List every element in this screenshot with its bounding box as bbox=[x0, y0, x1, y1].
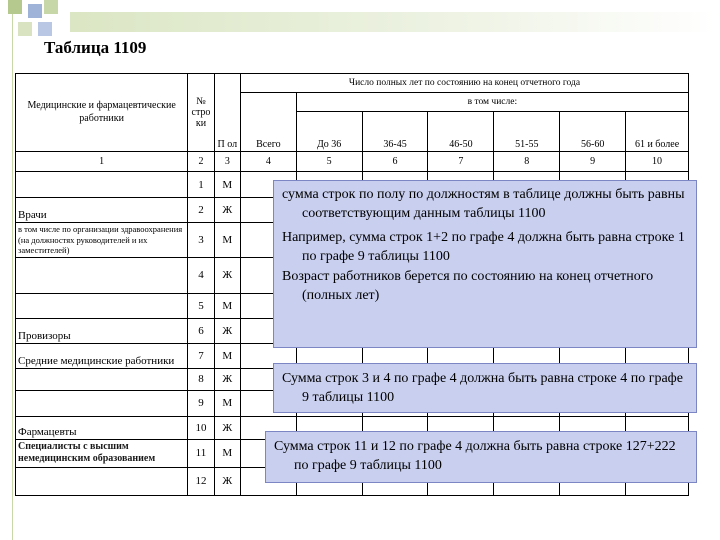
note-box-2 bbox=[273, 363, 697, 413]
header-column-number: 5 bbox=[296, 152, 362, 172]
header-column-number: 6 bbox=[362, 152, 428, 172]
row-sex: М bbox=[214, 343, 240, 368]
row-sex: М bbox=[214, 390, 240, 416]
note1-line-2: Например, сумма строк 1+2 по графе 4 должна быть равна строке 1 по графе 9 таблицы 1100 bbox=[282, 230, 685, 264]
header-age-col: 61 и более bbox=[626, 112, 689, 152]
note1-line-1: сумма строк по полу по должностям в таблице должны быть равны соответствующим данным таблицы 1100 bbox=[282, 187, 685, 221]
row-number: 9 bbox=[188, 390, 214, 416]
decorative-vertical-line bbox=[12, 0, 13, 540]
header-including: в том числе: bbox=[296, 93, 688, 112]
row-number: 10 bbox=[188, 416, 214, 439]
header-age-col: 46-50 bbox=[428, 112, 494, 152]
row-sex: М bbox=[214, 172, 240, 198]
header-column-number: 2 bbox=[188, 152, 214, 172]
row-number: 7 bbox=[188, 343, 214, 368]
row-sex: Ж bbox=[214, 368, 240, 390]
row-number: 5 bbox=[188, 293, 214, 318]
row-number: 8 bbox=[188, 368, 214, 390]
row-number: 4 bbox=[188, 257, 214, 293]
row-sex: Ж bbox=[214, 257, 240, 293]
row-sex: Ж bbox=[214, 198, 240, 223]
header-age-col: 51-55 bbox=[494, 112, 560, 152]
row-category: в том числе по организации здравоохранения (на должностях руководителей и их заместителей) bbox=[16, 223, 188, 258]
row-number: 3 bbox=[188, 223, 214, 258]
header-age-col: 36-45 bbox=[362, 112, 428, 152]
header-column-number: 3 bbox=[214, 152, 240, 172]
row-sex: М bbox=[214, 223, 240, 258]
decorative-square bbox=[38, 22, 52, 36]
row-number: 12 bbox=[188, 467, 214, 495]
header-age-group: Число полных лет по состоянию на конец отчетного года bbox=[240, 74, 688, 93]
row-sex: Ж bbox=[214, 467, 240, 495]
row-sex: Ж bbox=[214, 416, 240, 439]
header-column-number: 8 bbox=[494, 152, 560, 172]
row-category bbox=[16, 257, 188, 293]
header-sex: П ол bbox=[214, 74, 240, 152]
row-category: Фармацевты bbox=[16, 416, 188, 439]
row-category bbox=[16, 172, 188, 198]
header-column-number: 9 bbox=[560, 152, 626, 172]
row-category: Средние медицинские работники bbox=[16, 343, 188, 368]
header-total: Всего bbox=[240, 93, 296, 152]
header-column-number: 4 bbox=[240, 152, 296, 172]
row-sex: Ж bbox=[214, 318, 240, 343]
row-category: Провизоры bbox=[16, 318, 188, 343]
note-box-3 bbox=[265, 431, 697, 483]
row-category: Врачи bbox=[16, 198, 188, 223]
header-row-no: № стро ки bbox=[188, 74, 214, 152]
header-column-number: 1 bbox=[16, 152, 188, 172]
header-age-col: 56-60 bbox=[560, 112, 626, 152]
decorative-square bbox=[28, 4, 42, 18]
decorative-square bbox=[18, 22, 32, 36]
decorative-square bbox=[44, 0, 58, 14]
row-category: Специалисты с высшим немедицинским образованием bbox=[16, 439, 188, 467]
header-column-number: 10 bbox=[626, 152, 689, 172]
row-number: 6 bbox=[188, 318, 214, 343]
row-category bbox=[16, 467, 188, 495]
row-category bbox=[16, 390, 188, 416]
header-column-number: 7 bbox=[428, 152, 494, 172]
note-box-1 bbox=[273, 180, 697, 348]
row-number: 11 bbox=[188, 439, 214, 467]
note1-line-3: Возраст работников берется по состоянию на конец отчетного (полных лет) bbox=[282, 269, 654, 303]
row-sex: М bbox=[214, 293, 240, 318]
decorative-square bbox=[8, 0, 22, 14]
page-title: Таблица 1109 bbox=[44, 38, 147, 57]
row-sex: М bbox=[214, 439, 240, 467]
decorative-title-bar bbox=[70, 12, 715, 32]
note2-text: Сумма строк 3 и 4 по графе 4 должна быть равна строке 4 по графе 9 таблицы 1100 bbox=[282, 371, 683, 405]
row-number: 1 bbox=[188, 172, 214, 198]
header-category: Медицинские и фармацевтические работники bbox=[16, 74, 188, 152]
row-number: 2 bbox=[188, 198, 214, 223]
header-age-col: До 36 bbox=[296, 112, 362, 152]
note3-text: Сумма строк 11 и 12 по графе 4 должна быть равна строке 127+222 по графе 9 таблицы 1100 bbox=[274, 439, 676, 473]
row-category bbox=[16, 293, 188, 318]
row-category bbox=[16, 368, 188, 390]
